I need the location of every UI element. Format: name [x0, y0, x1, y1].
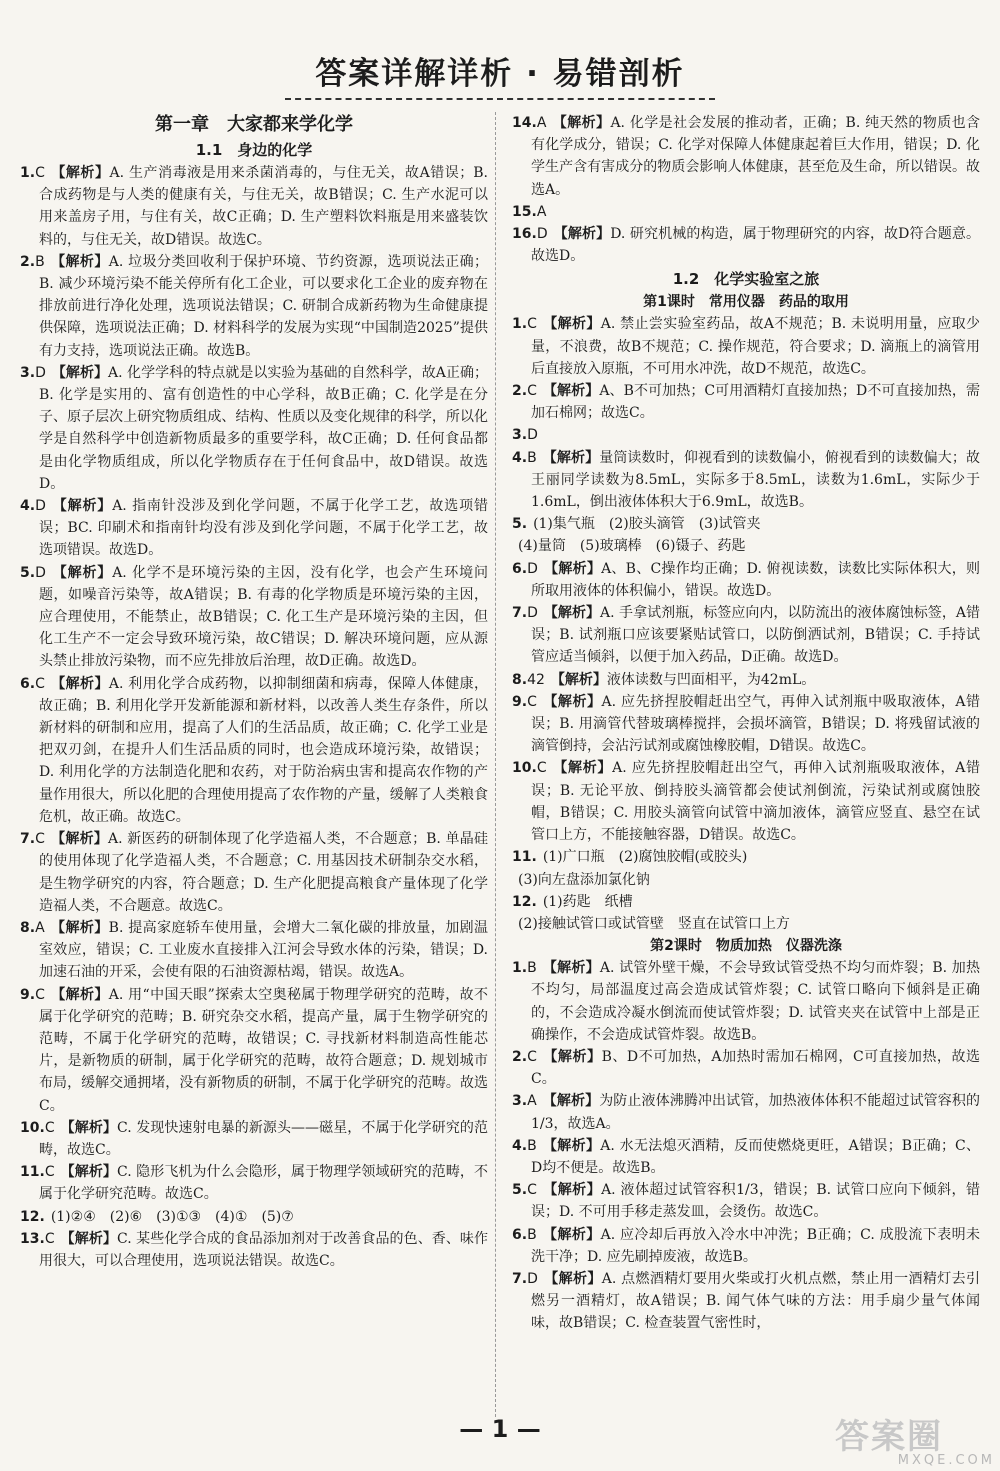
- question-number: 16.: [512, 226, 537, 243]
- question-number: 3.: [512, 1093, 528, 1110]
- analysis-tag: 【解析】: [51, 364, 109, 381]
- lesson-heading: 第2课时 物质加热 仪器洗涤: [650, 938, 842, 955]
- answer-choice: C: [527, 316, 537, 333]
- analysis-tag: 【解析】: [50, 986, 109, 1003]
- question-number: 12.: [20, 1208, 45, 1225]
- analysis-text: C. 发现快速射电暴的新源头——磁星，不属于化学研究的范畴，故选C。: [39, 1119, 488, 1158]
- analysis-text: A. 试管外壁干燥，不会导致试管受热不均匀而炸裂；B. 加热不均匀，局部温度过高会造成试管炸裂；C. 试管口略向下倾斜是正确的，不会造成冷凝水倒流而使试管炸裂；D. 试管夹夹在试管中上部是正确操作，不会造成试管炸裂。故选B。: [531, 960, 981, 1043]
- answer-item: [20, 1206, 488, 1228]
- analysis-tag: 【解析】: [552, 760, 613, 777]
- analysis-text: (2)接触试管口或试管壁 竖直在试管口上方: [518, 915, 790, 932]
- analysis-text: 量筒读数时，仰视看到的读数偏小，俯视看到的读数偏大；故王丽同学读数为8.5mL，实际多于8.5mL，读数为1.6mL，实际少于1.6mL，倒出液体体积大于6.9mL，故选B。: [531, 449, 981, 511]
- answer-item: [20, 562, 488, 673]
- answer-item: [512, 957, 980, 1046]
- analysis-tag: 【解析】: [542, 383, 600, 400]
- analysis-tag: 【解析】: [51, 564, 113, 581]
- question-number: 10.: [20, 1119, 45, 1136]
- question-number: 1.: [512, 960, 528, 977]
- question-number: 4.: [20, 498, 36, 515]
- analysis-text: (1)药匙 纸槽: [542, 893, 633, 910]
- answer-item: [20, 984, 488, 1117]
- answer-item: [20, 1228, 488, 1272]
- answer-choice: B: [527, 960, 537, 977]
- answer-item: [20, 828, 488, 917]
- analysis-text: (1)②④ (2)⑥ (3)①③ (4)① (5)⑦: [50, 1208, 294, 1225]
- analysis-text: A. 化学不是环境污染的主因，没有化学，也会产生环境问题，如噪音污染等，故A错误；B. 有毒的化学物质是环境污染的主因，应合理使用，不能禁止，故B错误；C. 化工生产是环境污染的主因，但化工生产不一定会导致环境污染，故C错误；D. 解决环境问题，应从源头禁止排放污染物，而不应先排放后治理，故D正确。故选D。: [39, 564, 489, 670]
- answer-item: [512, 669, 980, 691]
- answer-choice: B: [527, 449, 537, 466]
- question-number: 4.: [512, 449, 528, 466]
- answer-choice: D: [527, 560, 538, 577]
- section-heading: 1.2 化学实验室之旅: [672, 270, 820, 289]
- analysis-tag: 【解析】: [51, 498, 113, 515]
- answer-choice: D: [527, 427, 538, 444]
- question-number: 7.: [512, 605, 528, 622]
- question-number: 3.: [20, 364, 36, 381]
- question-number: 6.: [512, 1226, 528, 1243]
- answer-choice: D: [35, 564, 46, 581]
- analysis-text: A. 垃圾分类回收利于保护环境、节约资源，选项说法正确；B. 减少环境污染不能关停所有化工企业，可以要求化工企业的废弃物在排放前进行净化处理，选项说法错误；C. 研制合成新药物为生命健康提供保障，选项说法正确；D. 材料科学的发展为实现“中国制造2025”提供有力支持，选项说法正确。故选B。: [39, 253, 489, 359]
- analysis-text: (3)向左盘添加氯化钠: [518, 871, 650, 888]
- question-number: 2.: [20, 253, 36, 270]
- answer-item: [512, 1046, 980, 1090]
- answer-choice: B: [527, 1137, 537, 1154]
- column-divider: [495, 112, 497, 1417]
- analysis-tag: 【解析】: [542, 1093, 600, 1110]
- chapter-heading: 第一章 大家都来学化学: [155, 114, 353, 135]
- question-number: 2.: [512, 1048, 528, 1065]
- analysis-tag: 【解析】: [552, 115, 611, 131]
- answer-item: [512, 1268, 980, 1335]
- analysis-text: A. 新医药的研制体现了化学造福人类，不合题意；B. 单晶硅的使用体现了化学造福人类，不合题意；C. 用基因技术研制杂交水稻，是生物学研究的内容，符合题意；D. 生产化肥提高粮食产量体现了化学造福人类，不合题意。故选C。: [39, 831, 488, 914]
- analysis-text: (1)广口瓶 (2)腐蚀胶帽(或胶头): [542, 849, 748, 866]
- page-header: [0, 48, 1000, 100]
- right-column: [512, 112, 980, 1335]
- analysis-text: A. 应先挤捏胶帽赶出空气，再伸入试剂瓶中吸取液体，A错误；B. 用滴管代替玻璃棒搅拌，会损坏滴管，B错误；D. 将残留试液的滴管倒持，会沾污试剂或腐蚀橡胶帽，D错误。故选C。: [531, 693, 980, 755]
- analysis-text: C. 某些化学合成的食品添加剂对于改善食品的色、香、味作用很大，可以合理使用，选项说法错误。故选C。: [39, 1230, 488, 1269]
- analysis-text: B. 提高家庭轿车使用量，会增大二氧化碳的排放量，加剧温室效应，错误；C. 工业废水直接排入江河会导致水体的污染，错误；D. 加速石油的开采，会使有限的石油资源枯竭，错误。故选A。: [39, 919, 489, 981]
- answer-item: [512, 112, 980, 201]
- analysis-tag: 【解析】: [542, 1048, 602, 1065]
- answer-choice: C: [527, 1048, 537, 1065]
- analysis-text: A. 水无法熄灭酒精，反而使燃烧更旺，A错误；B正确；C、D均不便是。故选B。: [531, 1137, 981, 1176]
- watermark-logo: 答案圈: [835, 1417, 943, 1457]
- answer-item: [512, 447, 980, 514]
- answer-choice: B: [35, 253, 45, 270]
- answer-item: [512, 691, 980, 758]
- answer-list: [512, 313, 980, 935]
- answer-choice: C: [527, 383, 537, 400]
- analysis-text: A. 指南针没涉及到化学问题，不属于化学工艺，故选项错误；BC. 印刷术和指南针均没有涉及到化学问题，不属于化学工艺，故选项错误。故选D。: [39, 498, 489, 559]
- analysis-text: A. 化学是社会发展的推动者，正确；B. 纯天然的物质也含有化学成分，错误；C. 化学对保障人体健康起着巨大作用，错误；D. 化学生产含有害成分的物质会影响人体健康，甚至危及生命，所以错误。故选A。: [531, 115, 981, 198]
- answer-choice: D: [35, 364, 46, 381]
- answer-choice: 42: [527, 671, 545, 688]
- question-number: 3.: [512, 427, 528, 444]
- question-number: 9.: [20, 986, 36, 1003]
- answer-item: [512, 869, 980, 891]
- answer-choice: C: [527, 693, 537, 710]
- analysis-text: A. 应冷却后再放入冷水中冲洗；B正确；C. 成股流下表明未洗干净；D. 应先刷掉废液，故选B。: [531, 1226, 980, 1265]
- question-number: 4.: [512, 1137, 528, 1154]
- analysis-text: (1)集气瓶 (2)胶头滴管 (3)试管夹: [533, 516, 761, 533]
- answer-item: [20, 162, 488, 251]
- answer-item: [512, 757, 980, 846]
- answer-item: [512, 201, 980, 223]
- answer-choice: C: [527, 1182, 537, 1199]
- analysis-tag: 【解析】: [50, 675, 109, 692]
- left-column: [20, 112, 488, 1272]
- answer-item: [20, 251, 488, 362]
- answer-item: [512, 846, 980, 868]
- analysis-tag: 【解析】: [50, 253, 109, 270]
- analysis-tag: 【解析】: [542, 960, 600, 977]
- answer-list: [512, 112, 980, 267]
- page-title: 答案详解详析 · 易错剖析: [315, 56, 685, 92]
- answer-item: [512, 223, 980, 267]
- answer-item: [20, 495, 488, 562]
- answer-item: [20, 1161, 488, 1205]
- analysis-text: A. 利用化学合成药物，以抑制细菌和病毒，保障人体健康，故正确；B. 利用化学开发新能源和新材料，以改善人类生存条件，所以新材料的研制和应用，提高了人们的生活品质，故正确；C. 化学工业是把双刃剑，在提升人们生活品质的同时，也会造成环境污染，故错误；D. 利用化学的方法制造化肥和农药，对于防治病虫害和提高农作物的产量作用很大，所以化肥的合理使用提高了农作物的产量，缓解了人类粮食危机，故正确。故选C。: [39, 675, 489, 825]
- answer-item: [512, 535, 980, 557]
- answer-item: [512, 380, 980, 424]
- answer-choice: A: [527, 1093, 537, 1110]
- analysis-text: A. 化学学科的特点就是以实验为基础的自然科学，故A正确；B. 化学是实用的、富有创造性的中心学科，故B正确；C. 化学是在分子、原子层次上研究物质组成、结构、性质以及变化规律的科学，所以化学是自然科学中创造新物质最多的重要学科，故C正确；D. 任何食品都是由化学物质组成，所以化学物质存在于任何食品中，故D错误。故选D。: [39, 364, 489, 492]
- answer-item: [512, 1179, 980, 1223]
- analysis-tag: 【解析】: [542, 1137, 601, 1154]
- answer-choice: A: [35, 919, 45, 936]
- answer-item: [20, 917, 488, 984]
- analysis-text: D. 研究机械的构造，属于物理研究的内容，故D符合题意。故选D。: [531, 226, 980, 265]
- answer-item: [512, 913, 980, 935]
- analysis-tag: 【解析】: [542, 449, 600, 466]
- answer-choice: C: [35, 986, 45, 1003]
- answer-item: [512, 558, 980, 602]
- answer-choice: D: [35, 498, 46, 515]
- answer-list: [512, 957, 980, 1334]
- question-number: 7.: [20, 831, 36, 848]
- title-underline: [285, 98, 715, 100]
- question-number: 8.: [512, 671, 528, 688]
- answer-choice: C: [44, 1164, 55, 1181]
- answer-item: [512, 1090, 980, 1134]
- answer-item: [512, 1224, 980, 1268]
- question-number: 2.: [512, 383, 528, 400]
- answer-item: [512, 313, 980, 380]
- analysis-text: A. 应先挤捏胶帽赶出空气，再伸入试剂瓶吸取液体，A错误；B. 无论平放、倒持胶头滴管都会使试剂倒流，污染试剂或腐蚀胶帽，B错误；C. 用胶头滴管向试管中滴加液体，滴管应竖直、悬空在试管口上方，不能接触容器，D错误。故选C。: [531, 760, 980, 844]
- answer-item: [512, 513, 980, 535]
- analysis-text: A、B不可加热；C可用酒精灯直接加热；D不可直接加热，需加石棉网；故选C。: [531, 383, 980, 422]
- page-number: — 1 —: [459, 1415, 541, 1443]
- answer-choice: C: [35, 165, 45, 181]
- answer-choice: A: [536, 203, 547, 220]
- lesson-heading: 第1课时 常用仪器 药品的取用: [643, 294, 849, 311]
- question-number: 6.: [20, 675, 36, 692]
- answer-list: [20, 162, 488, 1272]
- question-number: 7.: [512, 1270, 528, 1287]
- question-number: 1.: [512, 316, 528, 333]
- watermark-url: MXQE.COM: [897, 1453, 995, 1468]
- question-number: 6.: [512, 560, 528, 577]
- analysis-tag: 【解析】: [543, 1270, 602, 1287]
- question-number: 10.: [512, 760, 537, 777]
- analysis-tag: 【解析】: [50, 831, 109, 848]
- analysis-tag: 【解析】: [60, 1164, 117, 1181]
- answer-choice: C: [536, 760, 547, 777]
- question-number: 14.: [512, 115, 537, 131]
- answer-item: [20, 673, 488, 828]
- analysis-tag: 【解析】: [543, 560, 602, 577]
- analysis-text: (4)量筒 (5)玻璃棒 (6)镊子、药匙: [518, 538, 746, 555]
- analysis-text: A. 手拿试剂瓶，标签应向内，以防流出的液体腐蚀标签，A错误；B. 试剂瓶口应该要紧贴试管口，以防倒洒试剂，B错误；C. 手持试管应适当倾斜，以便于加入药品，D正确。故选D。: [531, 605, 981, 666]
- question-number: 1.: [20, 165, 36, 181]
- analysis-text: A、B、C操作均正确；D. 俯视读数，读数比实际体积大，则所取用液体的体积偏小，错误。故选D。: [531, 560, 980, 599]
- analysis-tag: 【解析】: [60, 1119, 117, 1136]
- answer-choice: C: [44, 1119, 55, 1136]
- answer-choice: D: [527, 605, 538, 622]
- question-number: 9.: [512, 693, 528, 710]
- analysis-tag: 【解析】: [543, 605, 601, 622]
- analysis-tag: 【解析】: [60, 1230, 117, 1247]
- answer-choice: A: [536, 115, 547, 131]
- answer-choice: D: [536, 226, 548, 243]
- analysis-text: A. 禁止尝实验室药品，故A不规范；B. 未说明用量，应取少量，不浪费，故B不规范；C. 操作规范，符合要求；D. 滴瓶上的滴管用后直接放入原瓶，不可用水冲洗，故D不规范，故选C。: [531, 316, 981, 377]
- question-number: 12.: [512, 893, 537, 910]
- answer-item: [20, 1117, 488, 1161]
- answer-item: [512, 1135, 980, 1179]
- analysis-text: A. 生产消毒液是用来杀菌消毒的，与住无关，故A错误；B. 合成药物是与人类的健康有关，与住无关，故B错误；C. 生产水泥可以用来盖房子用，与住有关，故C正确；D. 生产塑料饮料瓶是用来盛装饮料的，与住无关，故D错误。故选C。: [39, 165, 489, 248]
- analysis-tag: 【解析】: [50, 165, 110, 181]
- answer-item: [512, 891, 980, 913]
- analysis-text: C. 隐形飞机为什么会隐形，属于物理学领域研究的范畴，不属于化学研究范畴。故选C。: [39, 1164, 488, 1203]
- analysis-tag: 【解析】: [542, 316, 601, 333]
- question-number: 5.: [20, 564, 36, 581]
- answer-choice: B: [527, 1226, 537, 1243]
- answer-item: [512, 424, 980, 446]
- answer-choice: C: [35, 675, 45, 692]
- analysis-tag: 【解析】: [542, 1182, 602, 1199]
- watermark: [835, 1417, 995, 1468]
- answer-choice: D: [527, 1270, 538, 1287]
- question-number: 8.: [20, 919, 36, 936]
- answer-item: [512, 602, 980, 669]
- answer-choice: C: [44, 1230, 55, 1247]
- section-heading: 1.1 身边的化学: [195, 141, 313, 159]
- analysis-tag: 【解析】: [553, 226, 611, 243]
- analysis-text: B、D不可加热，A加热时需加石棉网，C可直接加热，故选C。: [531, 1048, 980, 1088]
- question-number: 5.: [512, 516, 528, 533]
- question-number: 13.: [20, 1230, 45, 1247]
- analysis-text: A. 点燃酒精灯要用火柴或打火机点燃，禁止用一酒精灯去引燃另一酒精灯，故A错误；B. 闻气体气味的方法：用手扇少量气体闻味，故B错误；C. 检查装置气密性时，: [531, 1270, 980, 1332]
- analysis-tag: 【解析】: [542, 693, 602, 710]
- answer-item: [20, 362, 488, 495]
- analysis-tag: 【解析】: [550, 671, 607, 688]
- question-number: 11.: [512, 849, 537, 866]
- analysis-text: 为防止液体沸腾冲出试管，加热液体体积不能超过试管容积的1/3，故选A。: [531, 1093, 981, 1132]
- analysis-tag: 【解析】: [50, 919, 109, 936]
- answer-choice: C: [35, 831, 45, 848]
- analysis-tag: 【解析】: [542, 1226, 601, 1243]
- analysis-text: 液体读数与凹面相平，为42mL。: [606, 671, 816, 688]
- question-number: 5.: [512, 1182, 528, 1199]
- question-number: 11.: [20, 1164, 45, 1181]
- analysis-text: A. 液体超过试管容积1/3，错误；B. 试管口应向下倾斜，错误；D. 不可用手移走蒸发皿，会烫伤。故选C。: [531, 1182, 980, 1221]
- analysis-text: A. 用“中国天眼”探索太空奥秘属于物理学研究的范畴，故不属于化学研究的范畴；B. 研究杂交水稻，提高产量，属于生物学研究的范畴，不属于化学研究的范畴，故错误；C. 寻找新材料制造高性能芯片，是新物质的研制，属于化学研究的范畴，故符合题意；D. 规划城市布局，缓解交通拥堵，没有新物质的研制，不属于化学研究的范畴。故选C。: [39, 986, 489, 1114]
- question-number: 15.: [512, 203, 537, 220]
